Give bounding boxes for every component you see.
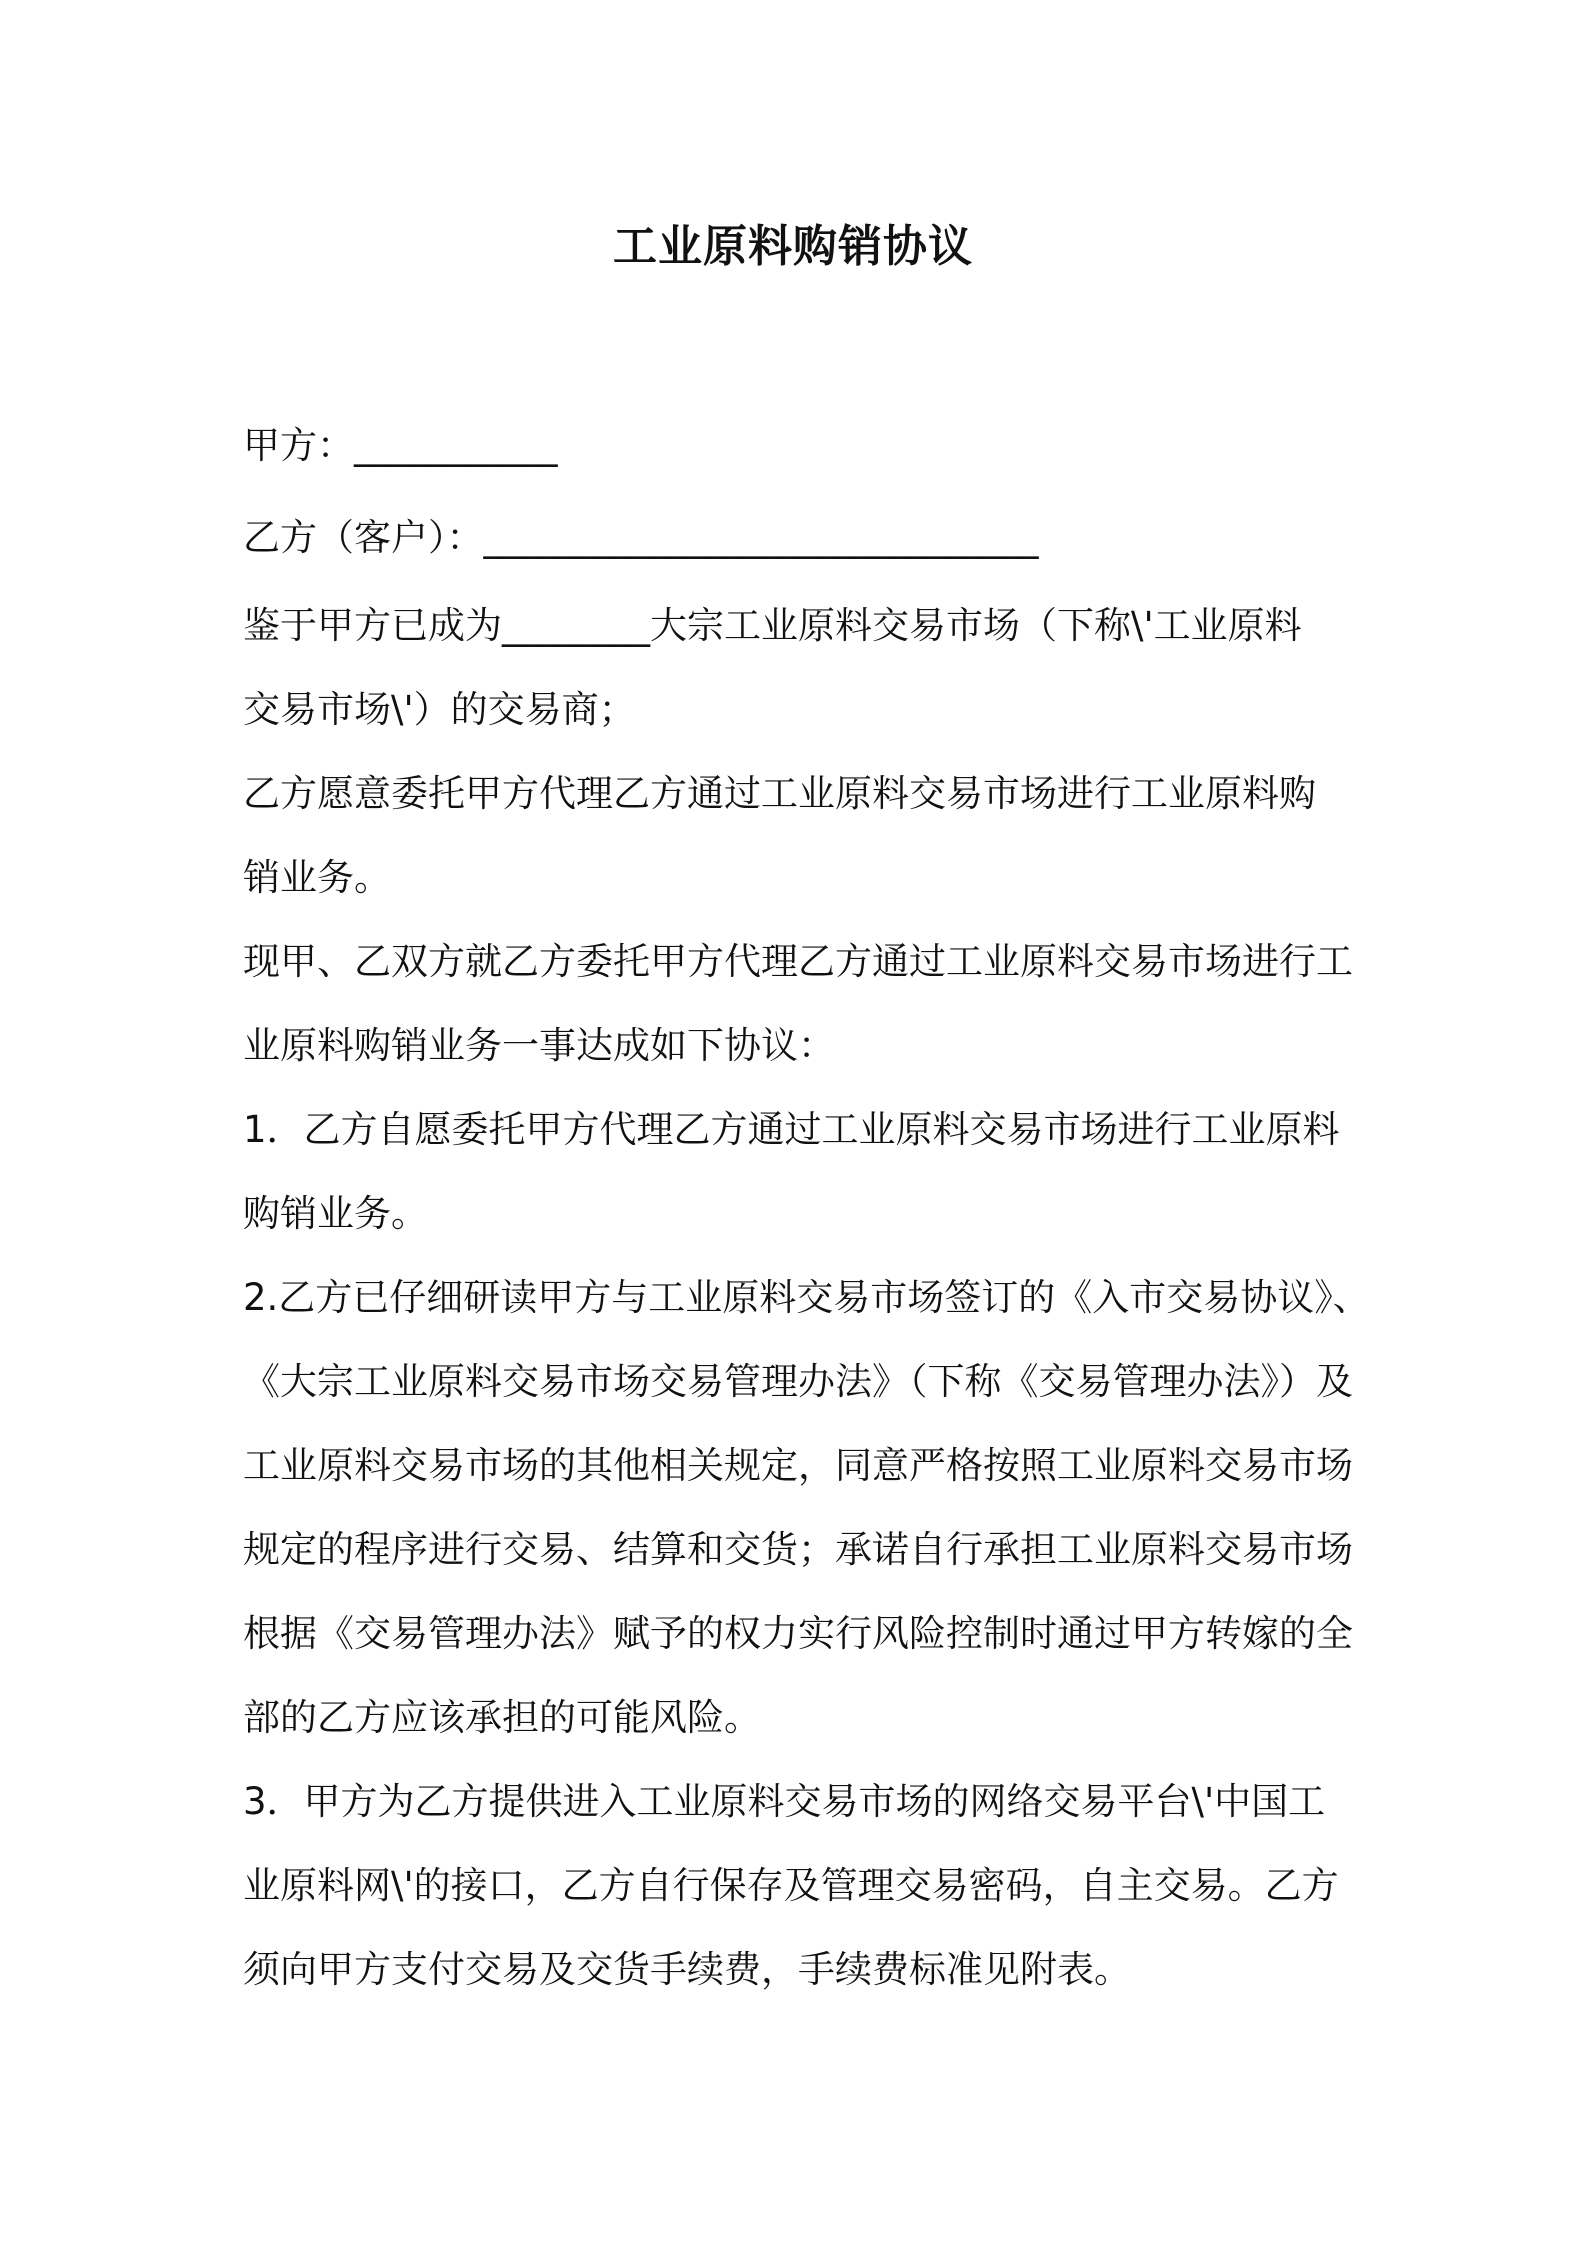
clause-line: 根据《交易管理办法》赋予的权力实行风险控制时通过甲方转嫁的全 — [243, 1612, 1353, 1655]
party-b-line: 乙方（客户）：______________________________ — [243, 516, 1039, 559]
clause-line: 部的乙方应该承担的可能风险。 — [243, 1696, 761, 1739]
clause-line: 业原料网\'的接口，乙方自行保存及管理交易密码，自主交易。乙方 — [243, 1864, 1339, 1907]
clause-line: 1．乙方自愿委托甲方代理乙方通过工业原料交易市场进行工业原料 — [243, 1108, 1340, 1151]
clause-line: 须向甲方支付交易及交货手续费，手续费标准见附表。 — [243, 1948, 1131, 1991]
clause-line: 购销业务。 — [243, 1192, 428, 1235]
clause-line: 3．甲方为乙方提供进入工业原料交易市场的网络交易平台\'中国工 — [243, 1780, 1326, 1823]
paragraph-line: 乙方愿意委托甲方代理乙方通过工业原料交易市场进行工业原料购 — [243, 772, 1316, 815]
paragraph-line: 交易市场\'）的交易商； — [243, 688, 636, 731]
clause-line: 工业原料交易市场的其他相关规定，同意严格按照工业原料交易市场 — [243, 1444, 1353, 1487]
document-body — [243, 400, 1370, 2012]
party-a-line: 甲方：___________ — [243, 424, 558, 467]
document-title: 工业原料购销协议 — [613, 221, 973, 272]
paragraph-line: 现甲、乙双方就乙方委托甲方代理乙方通过工业原料交易市场进行工 — [243, 940, 1353, 983]
clause-line: 2.乙方已仔细研读甲方与工业原料交易市场签订的《入市交易协议》、 — [243, 1276, 1370, 1319]
clause-line: 规定的程序进行交易、结算和交货；承诺自行承担工业原料交易市场 — [243, 1528, 1353, 1571]
clause-line: 《大宗工业原料交易市场交易管理办法》（下称《交易管理办法》）及 — [243, 1360, 1353, 1403]
paragraph-line: 鉴于甲方已成为________大宗工业原料交易市场（下称\'工业原料 — [243, 604, 1302, 647]
paragraph-line: 销业务。 — [243, 856, 391, 899]
paragraph-line: 业原料购销业务一事达成如下协议： — [243, 1024, 835, 1067]
